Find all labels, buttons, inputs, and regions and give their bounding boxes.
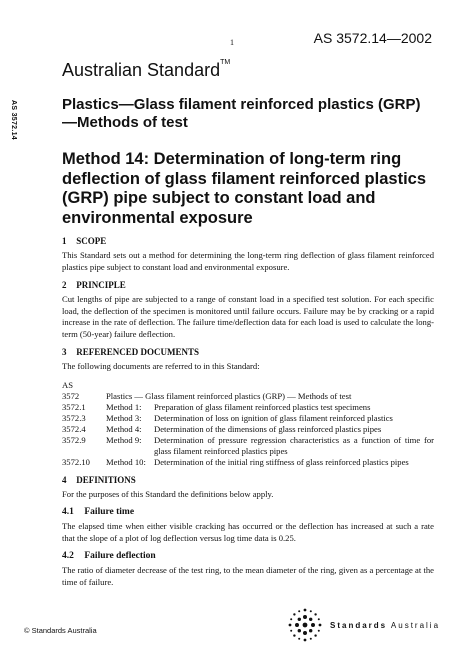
subsection-heading-failure-time: 4.1 Failure time xyxy=(62,507,135,517)
definitions-intro: For the purposes of this Standard the definitions below apply. xyxy=(62,488,274,499)
page-number: 1 xyxy=(230,38,234,47)
reference-item: 3572.10 Method 10: Determination of the initial ring stiffness of glass reinforced plastics pipes xyxy=(62,456,409,467)
reference-item: 3572.3 Method 3: Determination of loss on ignition of glass filament reinforced plastics xyxy=(62,412,393,423)
reference-item: 3572.4 Method 4: Determination of the dimensions of glass reinforced plastics pipes xyxy=(62,423,382,434)
logo-wordmark: Standards Australia xyxy=(330,620,441,630)
section-heading-principle: 2 PRINCIPLE xyxy=(62,280,126,290)
standards-australia-logo xyxy=(286,606,440,644)
references-intro: The following documents are referred to in this Standard: xyxy=(62,361,260,371)
principle-text: Cut lengths of pipe are subjected to a range of constant load in a specified test solution. For each specific load, the deflection of the specimen is monitored until failure occurs. Failure may be by cracking or a rapid increase in the rate of deflection. The failure time/deflection data for each load is used to calculate the long-term (50-year) failure deflection. xyxy=(62,294,434,339)
subsection-heading-failure-deflection: 4.2 Failure deflection xyxy=(62,551,156,561)
failure-time-text: The elapsed time when either visible cracking has occurred or the deflection has increased at such a rate that the slope of a plot of log deflection versus log time data is 0.25. xyxy=(62,521,434,543)
side-standard-code: AS 3572.14 xyxy=(10,100,17,140)
trademark-mark: TM xyxy=(220,59,231,66)
scope-text: This Standard sets out a method for determining the long-term ring deflection of glass filament reinforced plastics pipe subject to constant load and environmental exposure. xyxy=(62,250,434,272)
brand-name: Australian Standard xyxy=(62,60,221,80)
failure-deflection-text: The ratio of diameter decrease of the test ring, to the mean diameter of the ring, given as a percentage at the time of failure. xyxy=(62,565,434,587)
document-title: Plastics—Glass filament reinforced plastics (GRP)—Methods of test xyxy=(62,96,421,131)
reference-item: 3572.9 Method 9: Determination of pressure regression characteristics as a function of time for glass filament reinforced plastics pipes xyxy=(62,434,434,456)
section-heading-definitions: 4 DEFINITIONS xyxy=(62,474,136,485)
brand-title xyxy=(62,60,230,81)
reference-group-label: AS xyxy=(62,379,73,390)
document-body xyxy=(62,236,434,595)
reference-item: 3572 Plastics — Glass filament reinforced plastics (GRP) — Methods of test xyxy=(62,390,352,401)
section-heading-scope: 1 SCOPE xyxy=(62,236,107,246)
reference-list xyxy=(62,380,434,468)
method-title: Method 14: Determination of long-term ring deflection of glass filament reinforced plastics (GRP) pipe subject to constant load and environmental exposure xyxy=(62,150,427,227)
copyright-notice: © Standards Australia xyxy=(24,626,97,635)
dotted-circle-logo-icon xyxy=(286,606,324,644)
standard-code: AS 3572.14—2002 xyxy=(313,30,432,46)
reference-item: 3572.1 Method 1: Preparation of glass filament reinforced plastics test specimens xyxy=(62,401,371,412)
section-heading-references: 3 REFERENCED DOCUMENTS xyxy=(62,347,200,357)
